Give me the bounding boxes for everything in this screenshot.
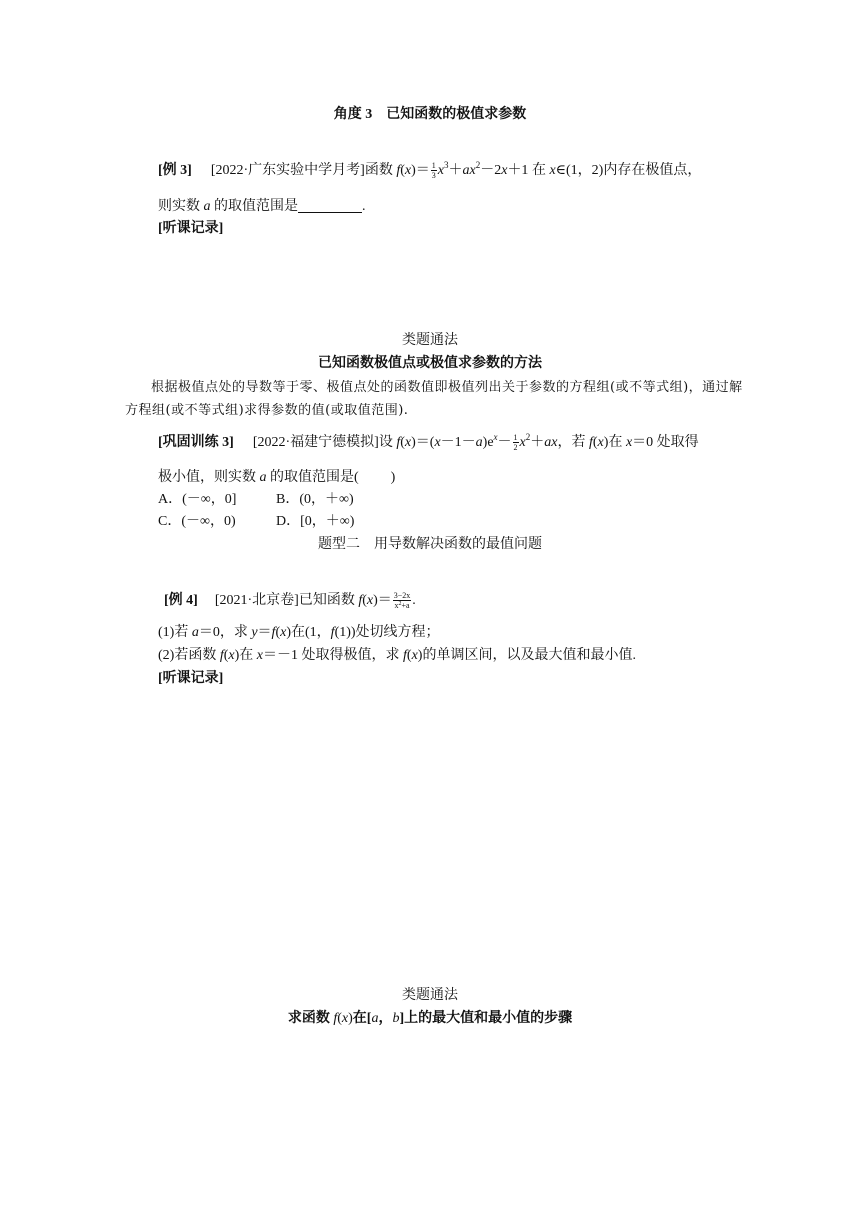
section-heading-type2: 题型二 用导数解决函数的最值问题 [318, 537, 542, 552]
example4-q2: (2)若函数 f(x)在 x＝－1 处取得极值，求 f(x)的单调区间，以及最大值和最小值. [158, 648, 636, 663]
example3-line1: [例 3] [2022·广东实验中学月考]函数 f(x)＝ $\frac{1}{3}$ $x^3+ax^2-2x+1$ 在 x∈(1，2)内存在极值点， [158, 160, 702, 181]
example3-source: [2022·广东实验中学月考] [210, 163, 365, 178]
fraction-function: $\frac{3-2x}{x^2+a}$ [393, 591, 411, 611]
example4-label: [例 4] [164, 593, 198, 608]
example3-notes: [听课记录] [158, 221, 224, 236]
example4-source: [2021·北京卷] [214, 593, 299, 608]
example3-line2: 则实数 a 的取值范围是 . [158, 199, 366, 214]
practice3-label: [巩固训练 3] [158, 435, 234, 450]
example4-line1: [例 4] [2021·北京卷]已知函数 f(x)＝ $\frac{3-2x}{x^2+a}$ . [164, 591, 416, 611]
practice3-line2: 极小值，则实数 a 的取值范围是( ) [158, 470, 396, 485]
answer-blank[interactable] [298, 198, 362, 213]
practice3-line1: [巩固训练 3] [2022·福建宁德模拟]设 $f(x)=(x-1-a)e^x-$ $\frac{1}{2}$ $x^2+ax$，若 f(x)在 x＝0 处取得 [158, 432, 699, 453]
option-b[interactable]: B．(0，＋∞) [276, 492, 354, 507]
option-a[interactable]: A．(－∞，0] [158, 492, 237, 507]
option-d[interactable]: D．[0，＋∞) [276, 514, 355, 529]
method2-title: 求函数 f(x)在[a，b]上的最大值和最小值的步骤 [287, 1011, 573, 1026]
method2-heading: 类题通法 [402, 988, 458, 1003]
example3-label: [例 3] [158, 163, 192, 178]
example4-q1: (1)若 a＝0，求 y＝f(x)在(1，f(1))处切线方程； [158, 625, 440, 640]
fraction-one-half: $\frac{1}{2}$ [513, 433, 518, 453]
method1-heading: 类题通法 [402, 333, 458, 348]
practice3-source: [2022·福建宁德模拟] [252, 435, 379, 450]
option-c[interactable]: C．(－∞，0) [158, 514, 236, 529]
fraction-one-third: $\frac{1}{3}$ [431, 161, 436, 181]
method1-body: 根据极值点处的导数等于零、极值点处的函数值即极值列出关于参数的方程组(或不等式组)，通过解方程组(或不等式组)求得参数的值(或取值范围). [125, 380, 743, 418]
method1-title: 已知函数极值点或极值求参数的方法 [318, 356, 542, 371]
section-heading-angle3: 角度 3 已知函数的极值求参数 [333, 107, 527, 122]
example4-notes: [听课记录] [158, 671, 224, 686]
